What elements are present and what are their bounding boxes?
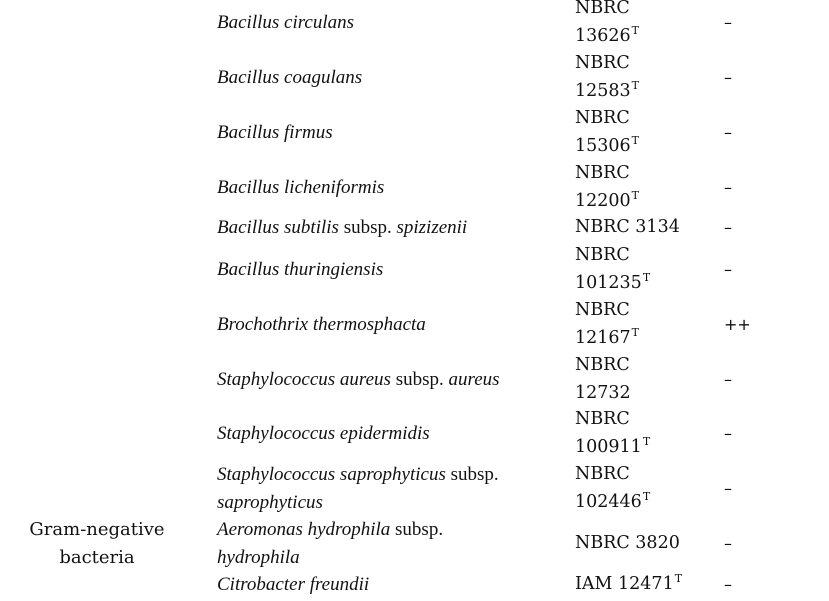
species-name bbox=[217, 256, 383, 284]
species-line bbox=[217, 9, 354, 37]
strain-id-text: NBRC 3820 bbox=[575, 532, 680, 553]
type-strain-marker: T bbox=[642, 270, 651, 284]
strain-id bbox=[575, 242, 650, 298]
species-line bbox=[217, 119, 333, 147]
species-plain-text: subsp. bbox=[390, 519, 444, 540]
strain-id-line bbox=[575, 297, 639, 325]
strain-id-text: NBRC bbox=[575, 53, 630, 73]
strain-id bbox=[575, 530, 680, 558]
type-strain-marker: T bbox=[631, 133, 640, 147]
strain-id-text: 12732 bbox=[575, 382, 631, 403]
strain-id-text: NBRC bbox=[575, 409, 630, 429]
strain-id bbox=[575, 352, 631, 407]
strain-id bbox=[575, 50, 639, 106]
species-line bbox=[217, 516, 443, 544]
strain-id-text: NBRC bbox=[575, 355, 630, 375]
type-strain-marker: T bbox=[631, 23, 640, 37]
result-value: – bbox=[724, 423, 732, 443]
species-italic-text: Bacillus circulans bbox=[217, 11, 355, 33]
table-row bbox=[0, 105, 829, 160]
strain-id-text: 101235 bbox=[575, 272, 642, 293]
strain-id-text: NBRC bbox=[575, 245, 630, 265]
species-italic-text: Aeromonas hydrophila bbox=[217, 519, 391, 540]
result-value: ++ bbox=[724, 314, 751, 334]
species-italic-text: Bacillus thuringiensis bbox=[217, 258, 384, 280]
type-strain-marker: T bbox=[631, 188, 640, 202]
result-value: – bbox=[724, 122, 732, 142]
strain-id bbox=[575, 406, 650, 462]
table-row bbox=[0, 50, 829, 105]
table-row bbox=[0, 242, 829, 297]
species-plain-text: subsp. bbox=[390, 368, 449, 390]
strain-id-line bbox=[575, 530, 680, 558]
strain-id-text: 102446 bbox=[575, 491, 642, 512]
table-row bbox=[0, 516, 829, 571]
species-line bbox=[217, 420, 430, 448]
table-row bbox=[0, 461, 829, 516]
result-value: – bbox=[724, 218, 732, 237]
table-row bbox=[0, 297, 829, 352]
species-italic-text: Bacillus coagulans bbox=[217, 66, 363, 88]
species-line bbox=[217, 64, 362, 92]
strain-id bbox=[575, 0, 639, 51]
strain-id-text: 15306 bbox=[575, 135, 631, 156]
strain-id-line bbox=[575, 270, 650, 299]
result-value: – bbox=[724, 67, 732, 87]
species-italic-text: saprophyticus bbox=[217, 491, 323, 513]
strain-id-line bbox=[575, 571, 682, 600]
group-label bbox=[22, 516, 172, 571]
strain-id-line bbox=[575, 406, 650, 434]
result-value: – bbox=[724, 575, 732, 594]
strain-id-text: IAM 12471 bbox=[575, 574, 674, 594]
species-italic-text: Staphylococcus aureus bbox=[217, 368, 391, 390]
species-name bbox=[217, 214, 467, 242]
strain-id-line bbox=[575, 133, 639, 162]
species-italic-text: hydrophila bbox=[217, 546, 300, 568]
species-line bbox=[217, 174, 384, 202]
result-value: – bbox=[724, 177, 732, 197]
strain-id-line bbox=[575, 380, 631, 408]
species-line bbox=[217, 571, 369, 599]
species-italic-text: spizizenii bbox=[396, 217, 468, 238]
strain-id-text: NBRC bbox=[575, 464, 630, 484]
strain-id-line bbox=[575, 352, 631, 380]
strain-id-text: 13626 bbox=[575, 25, 631, 46]
species-plain-text: subsp. bbox=[338, 217, 397, 238]
strain-id-text: NBRC 3134 bbox=[575, 217, 680, 237]
species-plain-text: subsp. bbox=[445, 464, 499, 485]
strain-id-line bbox=[575, 160, 639, 188]
strain-id-line bbox=[575, 214, 680, 242]
strain-id bbox=[575, 297, 639, 353]
strain-id-line bbox=[575, 461, 650, 489]
type-strain-marker: T bbox=[631, 325, 640, 339]
strain-id bbox=[575, 105, 639, 161]
species-italic-text: Staphylococcus epidermidis bbox=[217, 422, 430, 444]
species-italic-text: Bacillus subtilis bbox=[217, 217, 339, 238]
result-value: – bbox=[724, 369, 732, 389]
species-name bbox=[217, 311, 426, 339]
species-line bbox=[217, 366, 500, 394]
strain-id-text: NBRC bbox=[575, 0, 630, 18]
table-row bbox=[0, 214, 829, 242]
species-italic-text: Bacillus firmus bbox=[217, 121, 333, 143]
result-value: – bbox=[724, 12, 732, 32]
strain-id-text: 12200 bbox=[575, 190, 631, 211]
species-name bbox=[217, 64, 362, 92]
strain-id bbox=[575, 461, 650, 517]
strain-id-text: NBRC bbox=[575, 163, 630, 183]
group-label-line: bacteria bbox=[59, 546, 135, 568]
strain-id bbox=[575, 571, 682, 600]
species-line bbox=[217, 461, 499, 489]
species-name bbox=[217, 366, 500, 394]
species-italic-text: aureus bbox=[448, 368, 500, 390]
result-value: – bbox=[724, 259, 732, 279]
strain-id-line bbox=[575, 105, 639, 133]
species-name bbox=[217, 420, 430, 448]
species-line bbox=[217, 544, 443, 572]
strain-id-line bbox=[575, 0, 639, 23]
type-strain-marker: T bbox=[674, 572, 683, 585]
strain-id-text: NBRC bbox=[575, 108, 630, 128]
table-row bbox=[0, 352, 829, 407]
result-value: – bbox=[724, 478, 732, 498]
species-name bbox=[217, 174, 384, 202]
strain-id-text: 12167 bbox=[575, 327, 631, 348]
strain-id-text: NBRC bbox=[575, 300, 630, 320]
type-strain-marker: T bbox=[642, 434, 651, 448]
table-row bbox=[0, 0, 829, 50]
species-name bbox=[217, 119, 333, 147]
strain-id-line bbox=[575, 188, 639, 217]
strain-id-line bbox=[575, 489, 650, 518]
strain-id-text: 100911 bbox=[575, 436, 642, 457]
species-name bbox=[217, 9, 354, 37]
strain-id bbox=[575, 214, 680, 242]
strain-id-line bbox=[575, 23, 639, 52]
species-line bbox=[217, 311, 426, 339]
result-value: – bbox=[724, 533, 732, 553]
table-row bbox=[0, 406, 829, 461]
species-italic-text: Bacillus licheniformis bbox=[217, 176, 385, 198]
species-italic-text: Staphylococcus saprophyticus bbox=[217, 464, 446, 485]
type-strain-marker: T bbox=[631, 78, 640, 92]
strain-id bbox=[575, 160, 639, 216]
strain-id-line bbox=[575, 50, 639, 78]
type-strain-marker: T bbox=[642, 489, 651, 503]
species-line bbox=[217, 489, 499, 517]
table-row bbox=[0, 160, 829, 215]
species-name bbox=[217, 571, 369, 599]
strain-id-line bbox=[575, 78, 639, 107]
table-row bbox=[0, 571, 829, 599]
strain-id-line bbox=[575, 242, 650, 270]
species-italic-text: Brochothrix thermosphacta bbox=[217, 313, 426, 335]
species-name bbox=[217, 461, 499, 516]
strain-id-text: 12583 bbox=[575, 80, 631, 101]
species-line bbox=[217, 256, 383, 284]
species-italic-text: Citrobacter freundii bbox=[217, 574, 370, 595]
strain-id-line bbox=[575, 325, 639, 354]
group-label-line: Gram-negative bbox=[29, 519, 165, 540]
species-line bbox=[217, 214, 467, 242]
strain-id-line bbox=[575, 434, 650, 463]
species-name bbox=[217, 516, 443, 571]
